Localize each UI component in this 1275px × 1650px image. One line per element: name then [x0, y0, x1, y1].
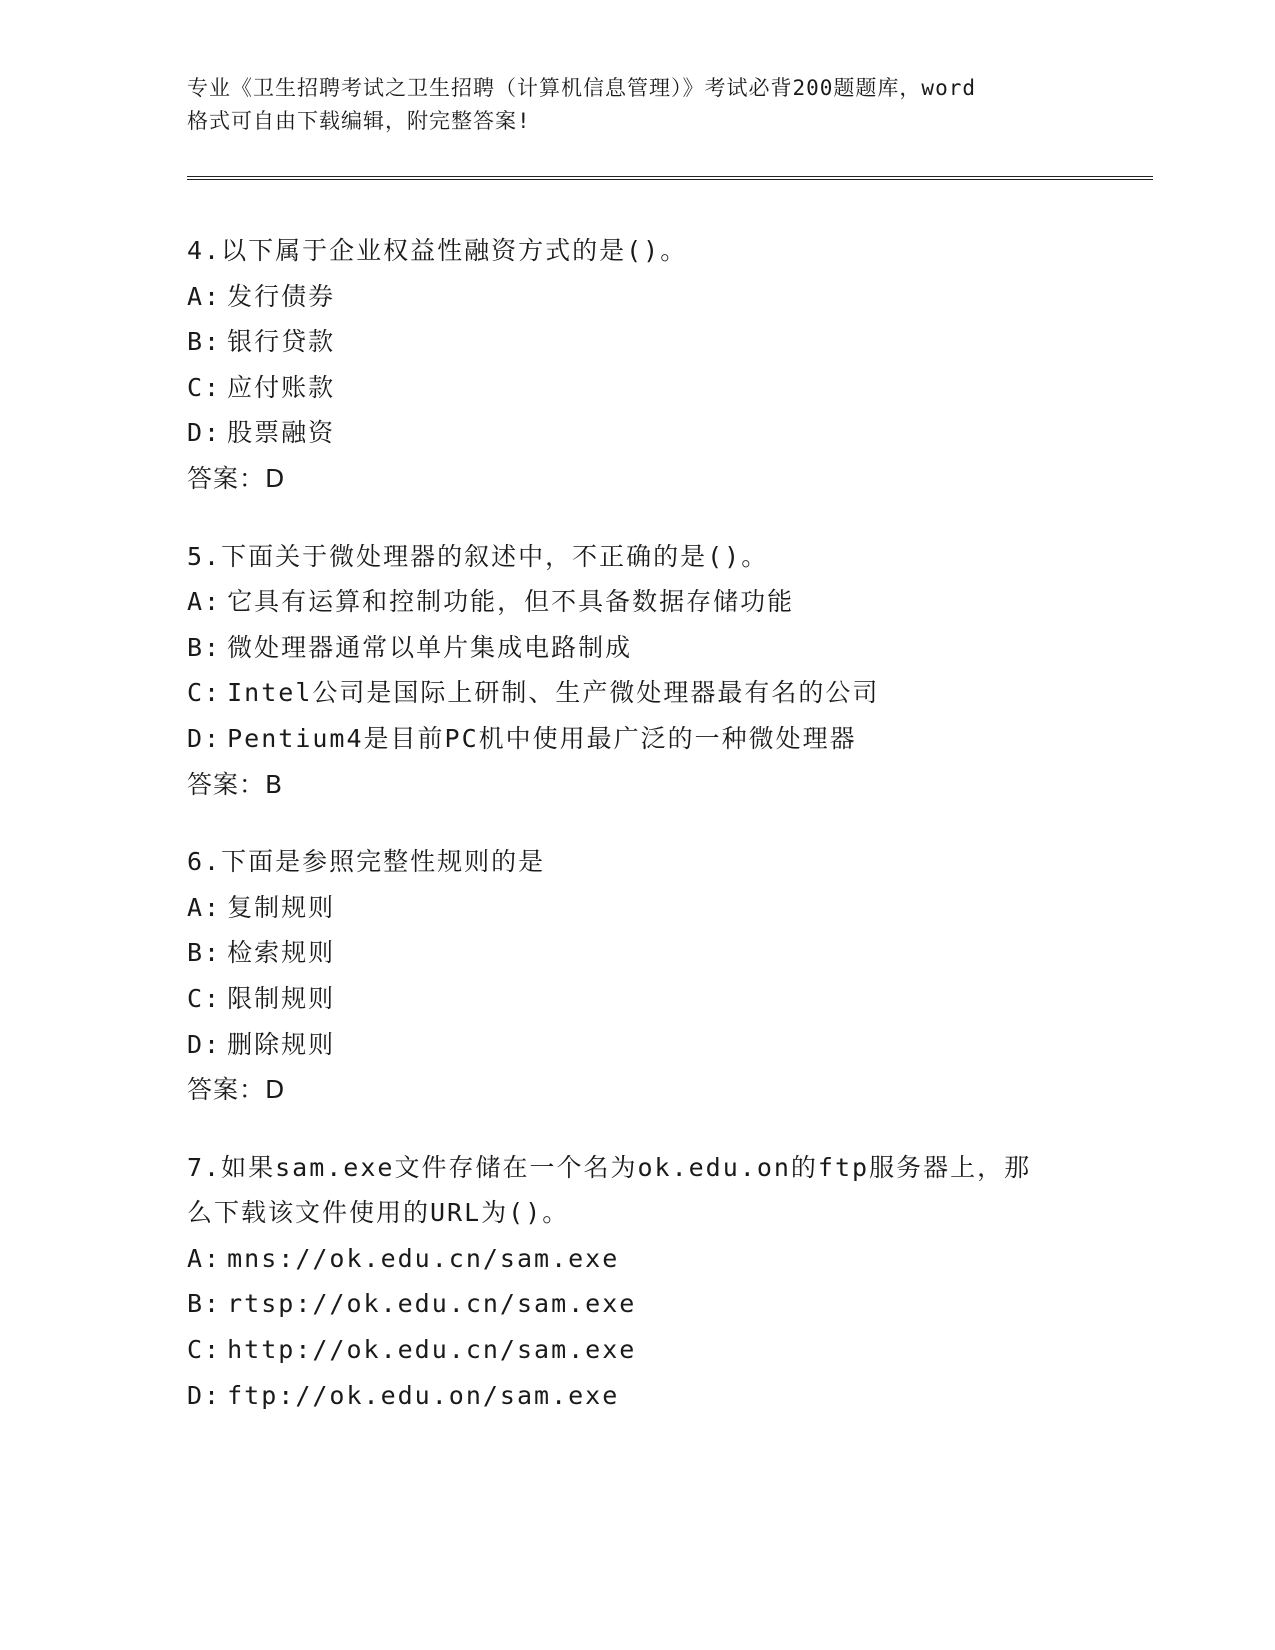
question-stem: 5.下面关于微处理器的叙述中，不正确的是()。: [187, 541, 769, 571]
option-text: 微处理器通常以单片集成电路制成: [227, 632, 633, 662]
question-7: [187, 1145, 1087, 1419]
option-letter: D:: [187, 418, 222, 448]
option-b: [187, 1281, 1087, 1327]
option-text: http://ok.edu.cn/sam.exe: [227, 1335, 637, 1365]
option-letter: B:: [187, 632, 222, 662]
option-text: 删除规则: [227, 1029, 336, 1059]
option-letter: A:: [187, 587, 222, 617]
question-stem: 4.以下属于企业权益性融资方式的是()。: [187, 236, 688, 265]
option-letter: A:: [187, 281, 222, 311]
option-c: [187, 670, 1087, 716]
option-text: 股票融资: [227, 418, 336, 448]
answer-line: 答案：D: [187, 463, 286, 493]
document-header: [187, 72, 1087, 138]
option-d: [187, 716, 1087, 762]
question-stem: 6.下面是参照完整性规则的是: [187, 847, 546, 877]
option-letter: D:: [187, 723, 222, 753]
option-a: [187, 1236, 1087, 1282]
option-letter: B:: [187, 327, 222, 357]
option-b: [187, 319, 1087, 365]
option-text: 复制规则: [227, 892, 336, 922]
question-6: [187, 839, 1087, 1113]
option-c: [187, 976, 1087, 1022]
option-letter: A:: [187, 1243, 222, 1273]
question-list: [187, 228, 1087, 1450]
question-stem-line-1: 7.如果sam.exe文件存储在一个名为ok.edu.on的ftp服务器上，那: [187, 1152, 1032, 1182]
option-letter: D:: [187, 1029, 222, 1059]
answer-line: 答案：D: [187, 1075, 286, 1105]
option-text: 限制规则: [227, 983, 336, 1013]
option-letter: A:: [187, 892, 222, 922]
option-c: [187, 365, 1087, 411]
option-letter: C:: [187, 678, 222, 708]
option-letter: C:: [187, 1335, 222, 1365]
option-a: [187, 274, 1087, 320]
option-text: 检索规则: [227, 938, 336, 968]
option-a: [187, 885, 1087, 931]
option-letter: B:: [187, 938, 222, 968]
option-text: 银行贷款: [227, 327, 336, 357]
option-text: ftp://ok.edu.on/sam.exe: [227, 1380, 620, 1410]
option-letter: B:: [187, 1289, 222, 1319]
option-text: 应付账款: [227, 372, 336, 402]
option-text: 它具有运算和控制功能，但不具备数据存储功能: [227, 587, 795, 617]
option-text: 发行债券: [227, 281, 336, 311]
option-d: [187, 1373, 1087, 1419]
option-letter: C:: [187, 983, 222, 1013]
header-title-line-1: 专业《卫生招聘考试之卫生招聘（计算机信息管理）》考试必背200题题库，word: [187, 76, 976, 100]
header-double-rule: [187, 176, 1153, 180]
question-4: [187, 228, 1087, 502]
option-b: [187, 930, 1087, 976]
option-letter: D:: [187, 1380, 222, 1410]
option-text: Intel公司是国际上研制、生产微处理器最有名的公司: [227, 678, 880, 708]
option-c: [187, 1327, 1087, 1373]
answer-line: 答案：B: [187, 769, 284, 799]
option-text: rtsp://ok.edu.cn/sam.exe: [227, 1289, 637, 1319]
option-a: [187, 579, 1087, 625]
question-stem-line-2: 么下载该文件使用的URL为()。: [187, 1198, 570, 1228]
option-letter: C:: [187, 372, 222, 402]
option-text: mns://ok.edu.cn/sam.exe: [227, 1243, 620, 1273]
option-d: [187, 1022, 1087, 1068]
option-text: Pentium4是目前PC机中使用最广泛的一种微处理器: [227, 723, 857, 753]
option-b: [187, 625, 1087, 671]
question-5: [187, 534, 1087, 808]
option-d: [187, 410, 1087, 456]
header-title-line-2: 格式可自由下载编辑，附完整答案!: [187, 109, 531, 133]
